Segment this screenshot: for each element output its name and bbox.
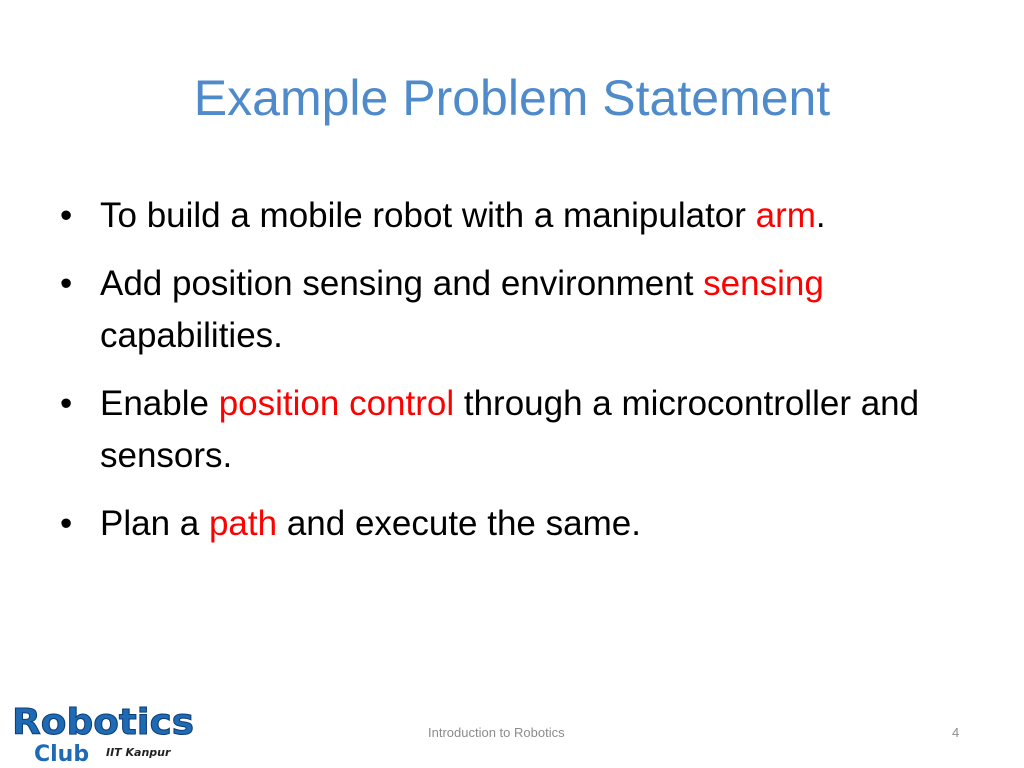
bullet-dot: •: [60, 196, 73, 235]
bullet-text: Enable: [100, 384, 219, 423]
bullet-dot: •: [60, 504, 73, 543]
bullet-item-arm: [60, 190, 980, 242]
highlight-text: path: [208, 504, 278, 543]
bullet-text-end: .: [815, 196, 826, 235]
highlight-text: sensing: [703, 264, 824, 303]
slide-title: Example Problem Statement: [193, 70, 831, 126]
highlight-text: arm: [755, 196, 816, 235]
highlight-text: position control: [218, 384, 455, 423]
footer-title: Introduction to Robotics: [428, 725, 565, 740]
bullet-item-path: [60, 498, 980, 550]
page-number: 4: [952, 725, 960, 740]
bullet-text: Add position sensing and environment: [100, 264, 704, 303]
bullet-list: [60, 190, 980, 566]
logo-institute-text: IIT Kanpur: [106, 746, 171, 759]
bullet-item-position-control: [60, 378, 980, 482]
robotics-club-logo: [10, 694, 205, 766]
bullet-text: Plan a: [100, 504, 209, 543]
bullet-text-end: and execute the same.: [277, 504, 641, 543]
bullet-dot: •: [60, 384, 73, 423]
bullet-text: To build a mobile robot with a manipulator: [100, 196, 756, 235]
logo-wordmark: Robotics: [12, 702, 194, 743]
bullet-item-sensing: [60, 258, 980, 362]
bullet-text-end: capabilities.: [100, 316, 283, 355]
bullet-text-end: through a microcontroller and sensors.: [100, 384, 920, 475]
bullet-dot: •: [60, 264, 73, 303]
logo-club-text: Club: [34, 742, 90, 766]
